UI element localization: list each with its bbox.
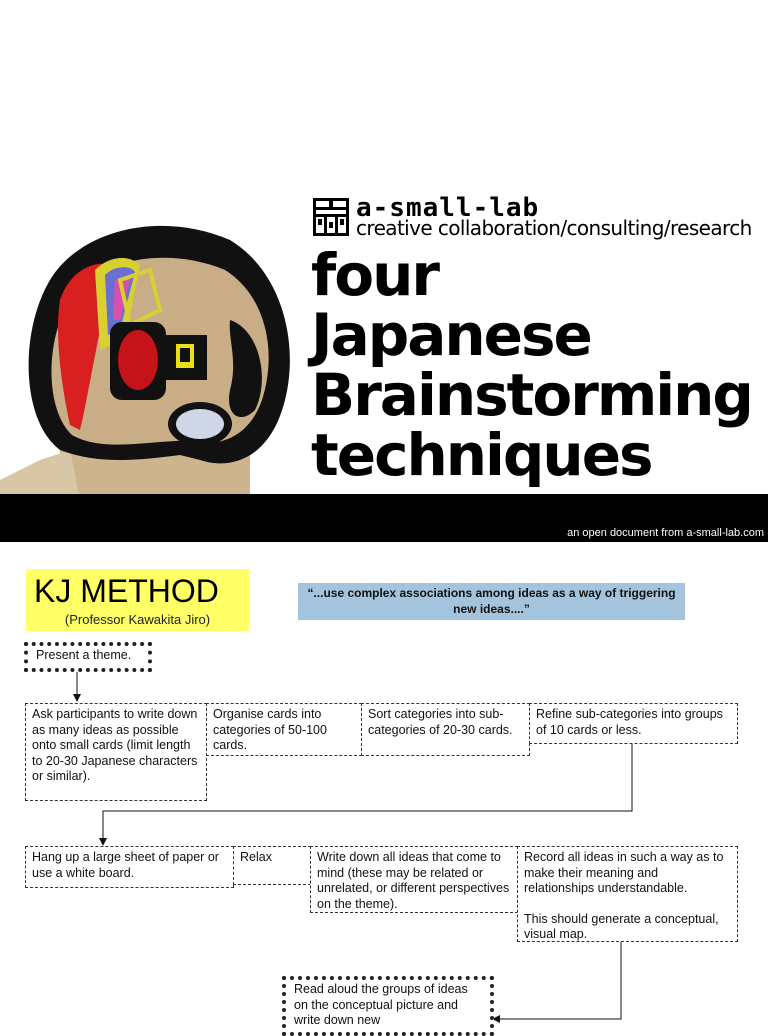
brand-tagline: creative collaboration/consulting/research [356, 216, 752, 240]
title-line: Japanese [311, 301, 591, 369]
method-title: KJ METHOD [34, 573, 219, 609]
step-card: Write down all ideas that come to mind (these may be related or unrelated, or different perspectives on the theme). [310, 846, 518, 913]
step-card: Sort categories into sub-categories of 20-30 cards. [361, 703, 530, 756]
step-card [517, 846, 738, 942]
step-text: Record all ideas in such a way as to make their meaning and relationships understandable. [524, 850, 724, 895]
title-line: techniques [311, 421, 652, 489]
source-note: an open document from a-small-lab.com [567, 527, 764, 539]
title-line: four [311, 241, 438, 309]
step-card: Refine sub-categories into groups of 10 cards or less. [529, 703, 738, 744]
step-card: Organise cards into categories of 50-100 cards. [206, 703, 362, 756]
method-subtitle: (Professor Kawakita Jiro) [64, 612, 211, 627]
method-quote: “...use complex associations among ideas as a way of triggering new ideas....” [307, 586, 676, 616]
title-line: Brainstorming [311, 361, 752, 429]
connector-arrow [494, 941, 621, 1019]
brand-name: a-small-lab [356, 193, 540, 223]
step-card: Present a theme. [24, 642, 152, 672]
step-text: This should generate a conceptual, visual map. [524, 911, 719, 941]
step-card: Read aloud the groups of ideas on the conceptual picture and write down new [282, 976, 494, 1036]
step-card: Ask participants to write down as many ideas as possible onto small cards (limit length to 20-30 Japanese characters or similar). [25, 703, 207, 801]
step-card: Relax [233, 846, 311, 885]
step-card: Hang up a large sheet of paper or use a white board. [25, 846, 234, 888]
